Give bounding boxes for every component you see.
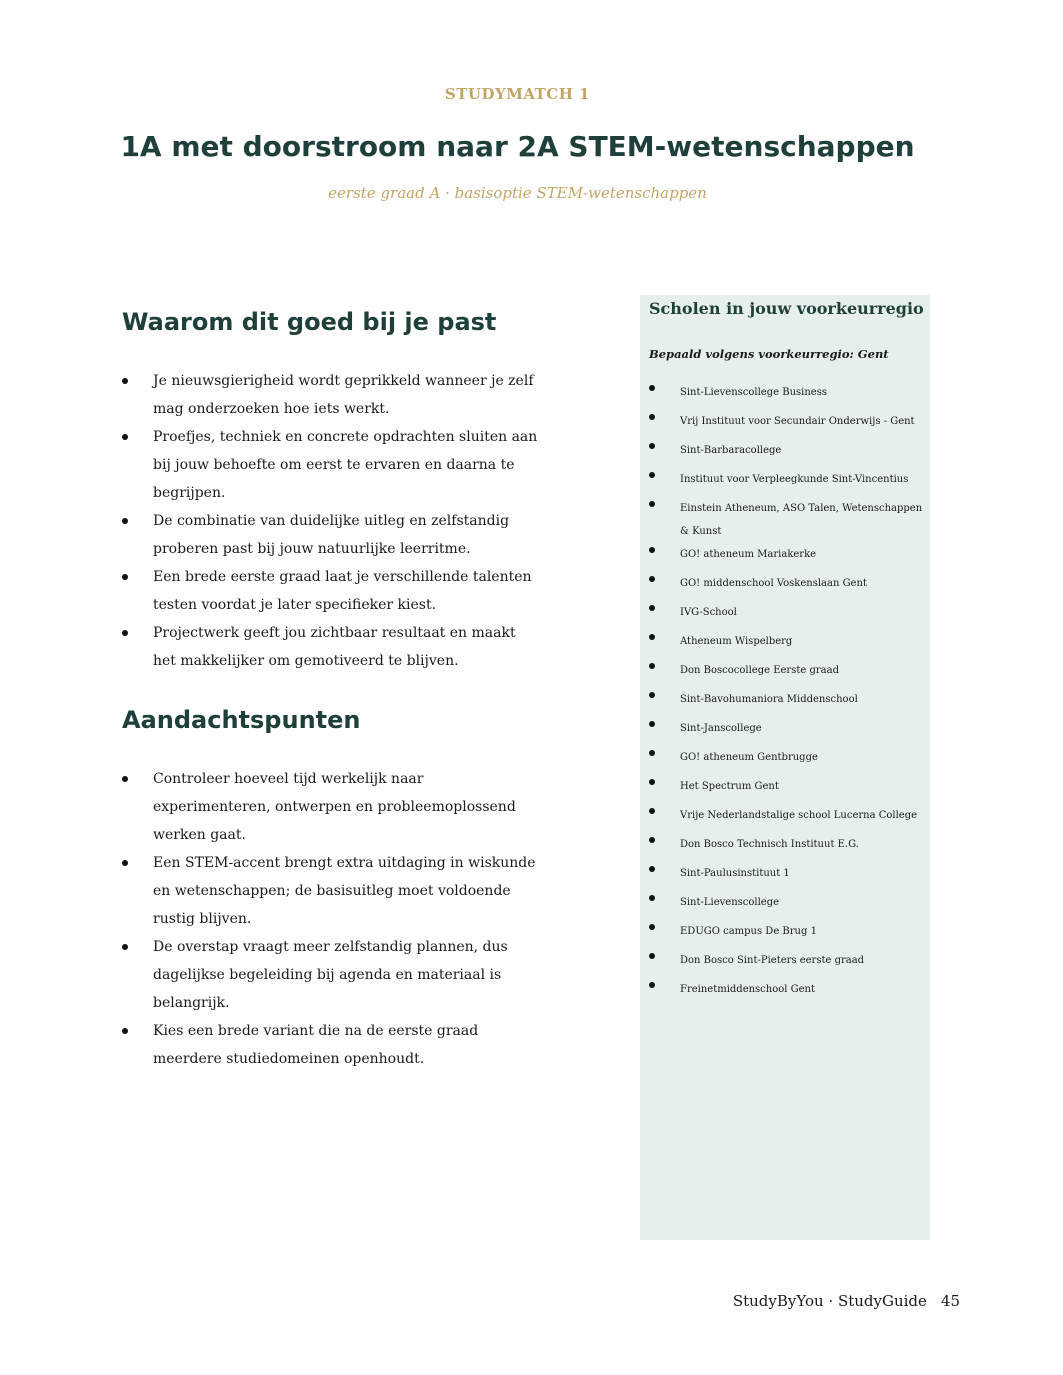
list-item-text: Kies een brede variant die na de eerste graad meerdere studiedomeinen openhoudt. — [153, 1023, 479, 1067]
page-footer — [733, 1292, 960, 1310]
bullet-icon — [649, 414, 655, 420]
school-name: GO! atheneum Mariakerke — [680, 549, 817, 560]
bullet-icon — [122, 434, 128, 440]
bullet-icon — [122, 630, 128, 636]
school-item — [649, 775, 925, 798]
school-name: Vrij Instituut voor Secundair Onderwijs - Gent — [680, 416, 915, 427]
list-item-text: Controleer hoeveel tijd werkelijk naar experimenteren, ontwerpen en probleemoplossend werken gaat. — [153, 771, 516, 843]
school-item — [649, 381, 925, 404]
list-item — [122, 423, 542, 507]
page-title: 1A met doorstroom naar 2A STEM-wetenschappen — [120, 130, 915, 163]
school-item — [649, 497, 925, 543]
attention-list — [122, 765, 542, 1073]
school-item — [649, 862, 925, 885]
bullet-icon — [649, 837, 655, 843]
bullet-icon — [649, 634, 655, 640]
bullet-icon — [649, 576, 655, 582]
list-item-text: De overstap vraagt meer zelfstandig plannen, dus dagelijkse begeleiding bij agenda en materiaal is belangrijk. — [153, 939, 508, 1011]
bullet-icon — [649, 385, 655, 391]
list-item — [122, 563, 542, 619]
list-item — [122, 765, 542, 849]
list-item-text: Proefjes, techniek en concrete opdrachten sluiten aan bij jouw behoefte om eerst te ervaren en daarna te begrijpen. — [153, 429, 538, 501]
bullet-icon — [649, 472, 655, 478]
school-name: Don Bosco Technisch Instituut E.G. — [680, 839, 859, 850]
school-name: Don Boscocollege Eerste graad — [680, 665, 839, 676]
bullet-icon — [122, 860, 128, 866]
bullet-icon — [649, 443, 655, 449]
page-subtitle: eerste graad A · basisoptie STEM-wetenschappen — [328, 184, 707, 202]
bullet-icon — [649, 750, 655, 756]
school-item — [649, 833, 925, 856]
school-name: Sint-Lievenscollege — [680, 897, 780, 908]
bullet-icon — [122, 944, 128, 950]
bullet-icon — [649, 779, 655, 785]
school-name: Sint-Lievenscollege Business — [680, 387, 827, 398]
bullet-icon — [649, 501, 655, 507]
eyebrow-label: STUDYMATCH 1 — [444, 85, 591, 103]
list-item-text: Projectwerk geeft jou zichtbaar resultaat en maakt het makkelijker om gemotiveerd te blijven. — [153, 625, 516, 669]
school-item — [649, 601, 925, 624]
schools-sidebar — [640, 295, 930, 1240]
school-item — [649, 659, 925, 682]
school-name: Het Spectrum Gent — [680, 781, 779, 792]
school-name: Freinetmiddenschool Gent — [680, 984, 816, 995]
list-item — [122, 849, 542, 933]
bullet-icon — [649, 721, 655, 727]
schools-list — [649, 381, 925, 1007]
school-name: Instituut voor Verpleegkunde Sint-Vincentius — [680, 474, 909, 485]
bullet-icon — [649, 663, 655, 669]
page-number: 45 — [940, 1292, 960, 1310]
school-item — [649, 468, 925, 491]
list-item-text: De combinatie van duidelijke uitleg en zelfstandig proberen past bij jouw natuurlijke leerritme. — [153, 513, 510, 557]
school-name: Vrije Nederlandstalige school Lucerna College — [680, 810, 918, 821]
school-item — [649, 410, 925, 433]
school-item — [649, 978, 925, 1001]
school-item — [649, 891, 925, 914]
school-name: Sint-Paulusinstituut 1 — [680, 868, 790, 879]
footer-brand: StudyByYou · StudyGuide — [732, 1292, 927, 1310]
school-name: Einstein Atheneum, ASO Talen, Wetenschappen & Kunst — [680, 503, 923, 537]
school-item — [649, 920, 925, 943]
list-item — [122, 933, 542, 1017]
school-item — [649, 543, 925, 566]
section-heading-attention: Aandachtspunten — [122, 706, 361, 734]
bullet-icon — [649, 895, 655, 901]
bullet-icon — [122, 378, 128, 384]
school-item — [649, 688, 925, 711]
school-item — [649, 949, 925, 972]
bullet-icon — [649, 953, 655, 959]
school-item — [649, 804, 925, 827]
list-item — [122, 367, 542, 423]
bullet-icon — [649, 547, 655, 553]
sidebar-title: Scholen in jouw voorkeurregio — [649, 299, 924, 318]
school-name: GO! middenschool Voskenslaan Gent — [680, 578, 867, 589]
list-item-text: Een brede eerste graad laat je verschillende talenten testen voordat je later specifieker kiest. — [153, 569, 532, 613]
school-name: EDUGO campus De Brug 1 — [680, 926, 817, 937]
school-item — [649, 717, 925, 740]
bullet-icon — [122, 1028, 128, 1034]
school-name: Sint-Janscollege — [680, 723, 762, 734]
school-item — [649, 746, 925, 769]
bullet-icon — [122, 518, 128, 524]
school-name: GO! atheneum Gentbrugge — [680, 752, 818, 763]
school-name: Sint-Barbaracollege — [680, 445, 782, 456]
bullet-icon — [649, 866, 655, 872]
why-list — [122, 367, 542, 675]
list-item — [122, 507, 542, 563]
bullet-icon — [649, 924, 655, 930]
school-item — [649, 439, 925, 462]
list-item-text: Je nieuwsgierigheid wordt geprikkeld wanneer je zelf mag onderzoeken hoe iets werkt. — [153, 373, 534, 417]
list-item-text: Een STEM-accent brengt extra uitdaging in wiskunde en wetenschappen; de basisuitleg moet voldoende rustig blijven. — [153, 855, 536, 927]
school-name: Atheneum Wispelberg — [680, 636, 793, 647]
list-item — [122, 1017, 542, 1073]
bullet-icon — [649, 692, 655, 698]
school-name: Sint-Bavohumaniora Middenschool — [680, 694, 858, 705]
bullet-icon — [122, 574, 128, 580]
sidebar-note: Bepaald volgens voorkeurregio: Gent — [649, 347, 889, 361]
bullet-icon — [649, 808, 655, 814]
section-heading-why: Waarom dit goed bij je past — [122, 308, 497, 336]
list-item — [122, 619, 542, 675]
school-name: Don Bosco Sint-Pieters eerste graad — [680, 955, 865, 966]
bullet-icon — [649, 605, 655, 611]
bullet-icon — [649, 982, 655, 988]
bullet-icon — [122, 776, 128, 782]
main-content — [122, 305, 542, 1073]
school-item — [649, 572, 925, 595]
school-item — [649, 630, 925, 653]
school-name: IVG-School — [680, 607, 737, 618]
